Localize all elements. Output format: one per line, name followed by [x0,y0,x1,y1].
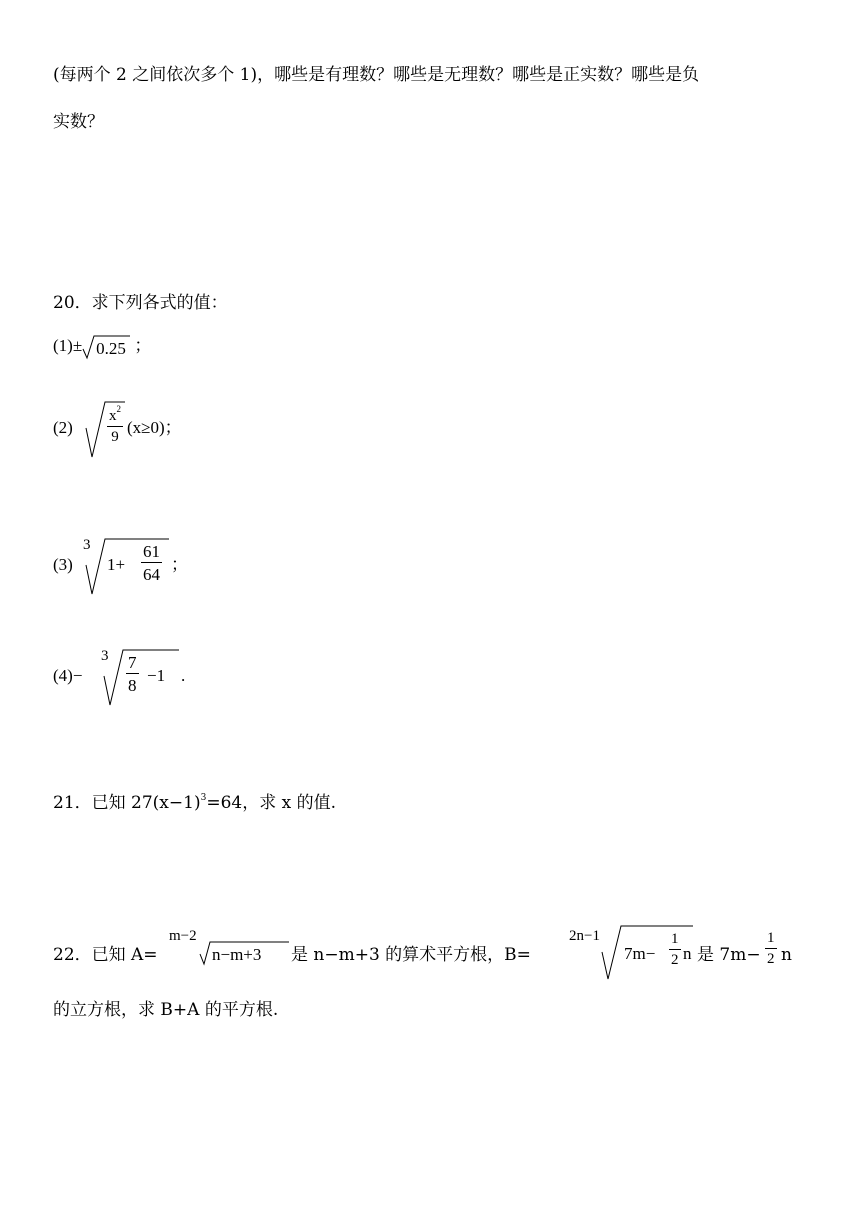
q20-part2-tail: (x≥0)； [127,418,182,437]
b-root-index: 2n−1 [569,928,600,944]
fraction-denominator: 2 [767,951,775,967]
q20-title: 20．求下列各式的值： [53,293,228,313]
root-index: 3 [101,648,109,664]
q22-line2: 的立方根，求 B+A 的平方根. [53,1000,279,1020]
fraction-numerator: $x^2$ [107,405,123,427]
b-lead: 7m− [624,944,656,963]
q22-is-text: 是 7m− [697,945,761,965]
cuberoot-1-plus-61-over-64 [85,537,169,597]
q19-line2: 实数？ [53,112,104,132]
q20-part1-radicand: 0.25 [96,339,126,359]
q21-text [53,786,336,815]
q20-part3-tail: ； [171,555,188,574]
q20-part1-tail: ； [130,336,152,355]
fraction-numerator: 7 [128,653,137,672]
q20-part1-label: (1)± [53,336,83,355]
fraction-numerator: 61 [143,542,160,561]
q21-after: =64，求 x 的值. [206,793,337,813]
q21-before: 21．已知 27(x−1) [53,793,201,813]
radical-sign-icon [103,648,179,708]
a-radical [199,940,289,968]
b-radical [601,924,693,982]
q20-part1 [53,334,151,360]
q20-part4-label: (4)− [53,666,83,685]
b-trail: n [683,944,692,963]
q22-c-trail: n [781,945,792,965]
q20-part4-tail: . [181,666,186,685]
fraction-numerator: 1 [669,932,681,950]
fraction-denominator: 2 [671,952,679,968]
fraction-numerator: 1 [765,931,777,949]
fraction-denominator: 64 [143,565,160,584]
q20-part2-label: (2) [53,418,73,437]
q19-line1: (每两个 2 之间依次多个 1)，哪些是有理数？哪些是无理数？哪些是正实数？哪些是负 [53,65,700,85]
cuberoot-7-over-8-minus-1 [103,648,179,708]
sqrt-0.25 [82,334,130,360]
fraction-denominator: 9 [111,429,119,445]
q22-prefix: 22．已知 A= [53,945,158,965]
sqrt-x2-over-9 [85,400,125,460]
q20-part3-label: (3) [53,555,73,574]
q22-line1 [53,928,813,993]
q20-part4-trail: −1 [147,666,166,685]
a-radicand: n−m+3 [212,945,262,964]
q21-exponent: 3 [200,793,207,803]
q20-part3-lead: 1+ [107,555,126,574]
fraction-denominator: 8 [128,676,137,695]
root-index: 3 [83,537,91,553]
q22-middle: 是 n−m+3 的算术平方根，B= [291,945,531,965]
a-root-index: m−2 [169,928,197,944]
